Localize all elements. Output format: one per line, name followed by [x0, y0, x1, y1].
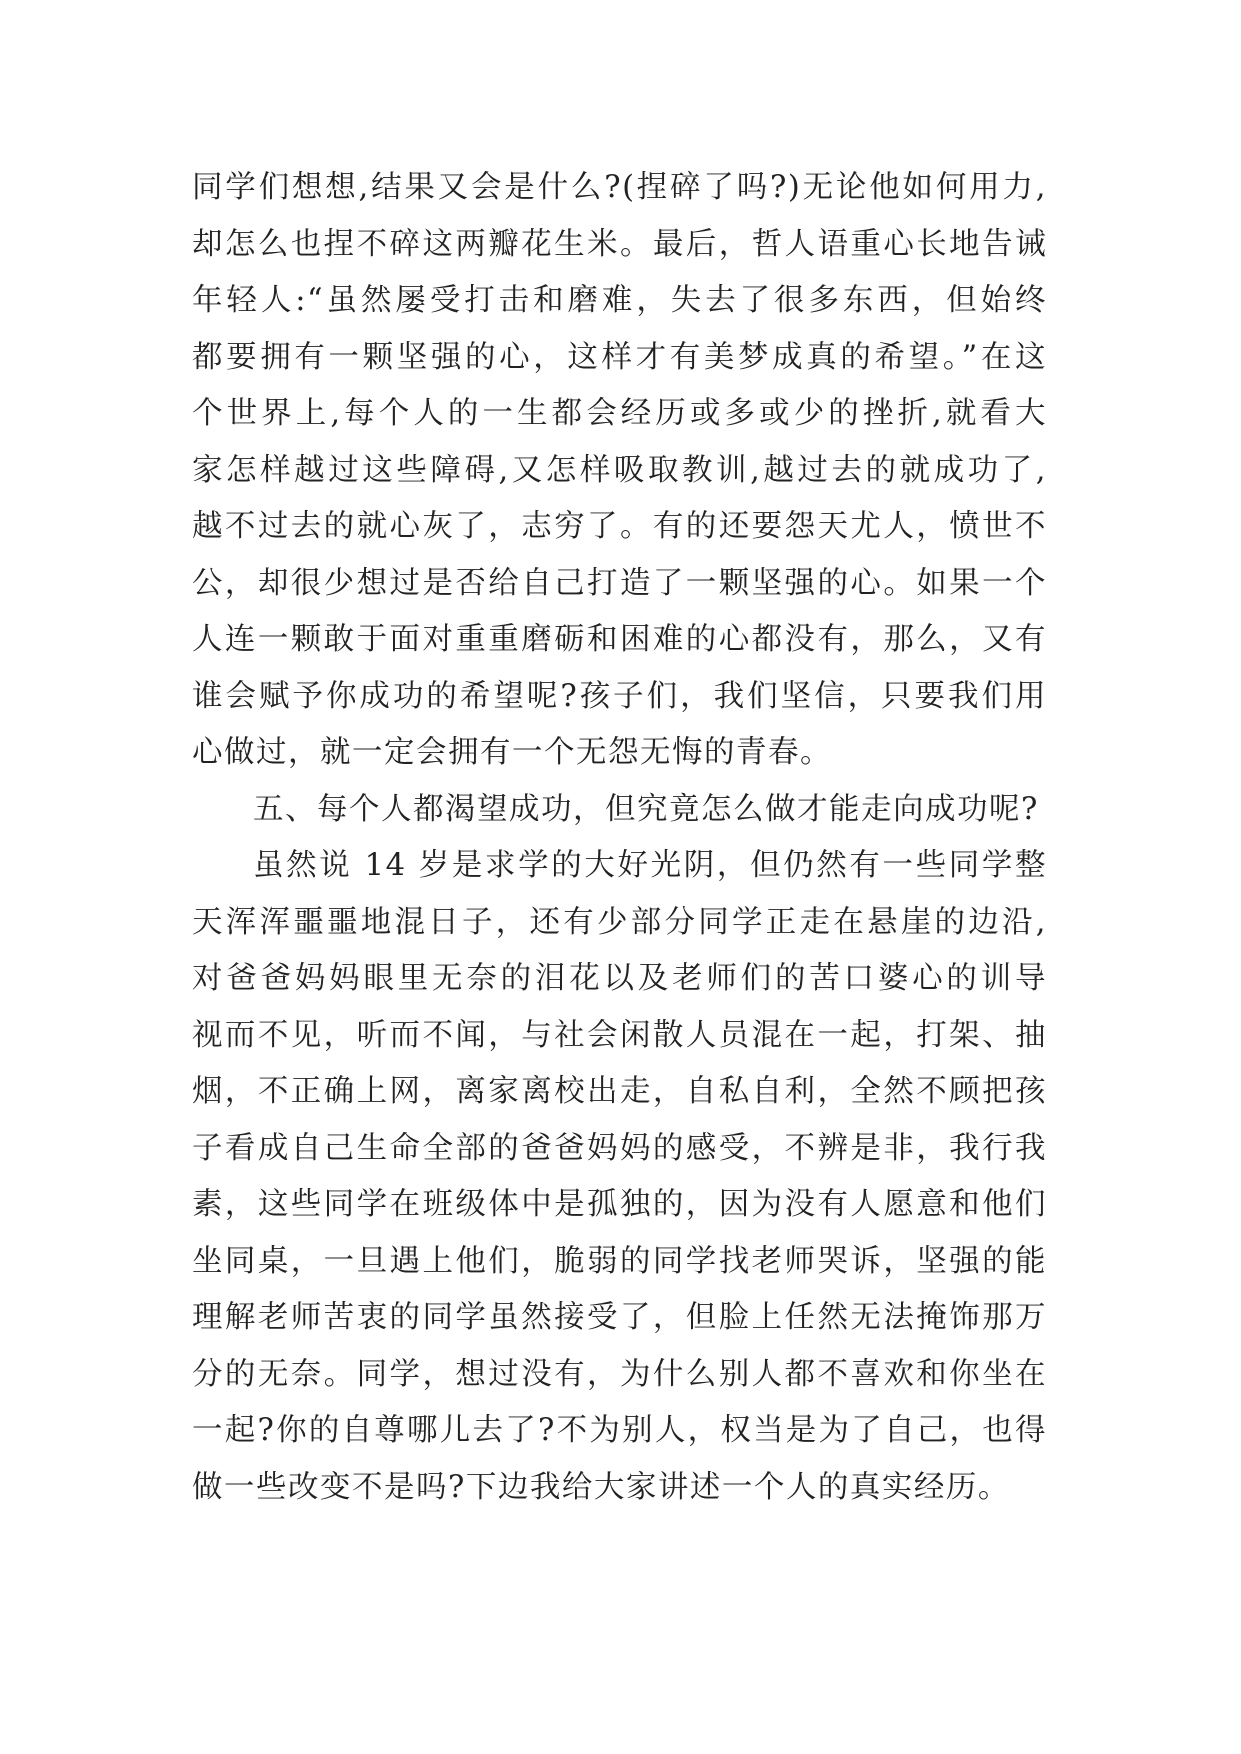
text-line: 对爸爸妈妈眼里无奈的泪花以及老师们的苦口婆心的训导 [192, 961, 1047, 996]
text-line: 年轻人:“虽然屡受打击和磨难，失去了很多东西，但始终 [192, 283, 1047, 318]
text-line: 素，这些同学在班级体中是孤独的，因为没有人愿意和他们 [192, 1187, 1047, 1222]
text-line: 分的无奈。同学，想过没有，为什么别人都不喜欢和你坐在 [192, 1356, 1047, 1392]
text-line: 烟，不正确上网，离家离校出走，自私自利，全然不顾把孩 [192, 1074, 1047, 1109]
text-line: 子看成自己生命全部的爸爸妈妈的感受，不辨是非，我行我 [192, 1130, 1047, 1166]
body-text [192, 160, 1047, 1516]
text-line: 家怎样越过这些障碍,又怎样吸取教训,越过去的就成功了, [192, 452, 1047, 488]
text-line: 越不过去的就心灰了，志穷了。有的还要怨天尤人，愤世不 [192, 509, 1047, 544]
paragraph-end-line: 心做过，就一定会拥有一个无怨无悔的青春。 [192, 735, 832, 770]
text-line: 一起?你的自尊哪儿去了?不为别人，权当是为了自己，也得 [192, 1413, 1047, 1448]
text-line: 公，却很少想过是否给自己打造了一颗坚强的心。如果一个 [192, 565, 1047, 601]
text-line: 个世界上,每个人的一生都会经历或多或少的挫折,就看大 [192, 396, 1047, 431]
text-line: 理解老师苦衷的同学虽然接受了，但脸上任然无法掩饰那万 [192, 1300, 1047, 1335]
text-line: 坐同桌，一旦遇上他们，脆弱的同学找老师哭诉，坚强的能 [192, 1243, 1047, 1279]
section-heading: 五、每个人都渴望成功，但究竟怎么做才能走向成功呢? [253, 791, 1039, 827]
text-line: 人连一颗敢于面对重重磨砺和困难的心都没有，那么，又有 [192, 622, 1047, 657]
text-line: 却怎么也捏不碎这两瓣花生米。最后，哲人语重心长地告诫 [192, 226, 1047, 262]
text-line: 都要拥有一颗坚强的心，这样才有美梦成真的希望。”在这 [192, 339, 1047, 375]
paragraph-start-line: 虽然说 14 岁是求学的大好光阴，但仍然有一些同学整 [253, 848, 1047, 883]
text-line: 视而不见，听而不闻，与社会闲散人员混在一起，打架、抽 [192, 1017, 1047, 1053]
text-line: 谁会赋予你成功的希望呢?孩子们，我们坚信，只要我们用 [192, 678, 1047, 714]
paragraph-end-line: 做一些改变不是吗?下边我给大家讲述一个人的真实经历。 [192, 1469, 1010, 1505]
text-line: 天浑浑噩噩地混日子，还有少部分同学正走在悬崖的边沿, [192, 904, 1047, 940]
text-line: 同学们想想,结果又会是什么?(捏碎了吗?)无论他如何用力, [192, 170, 1047, 205]
